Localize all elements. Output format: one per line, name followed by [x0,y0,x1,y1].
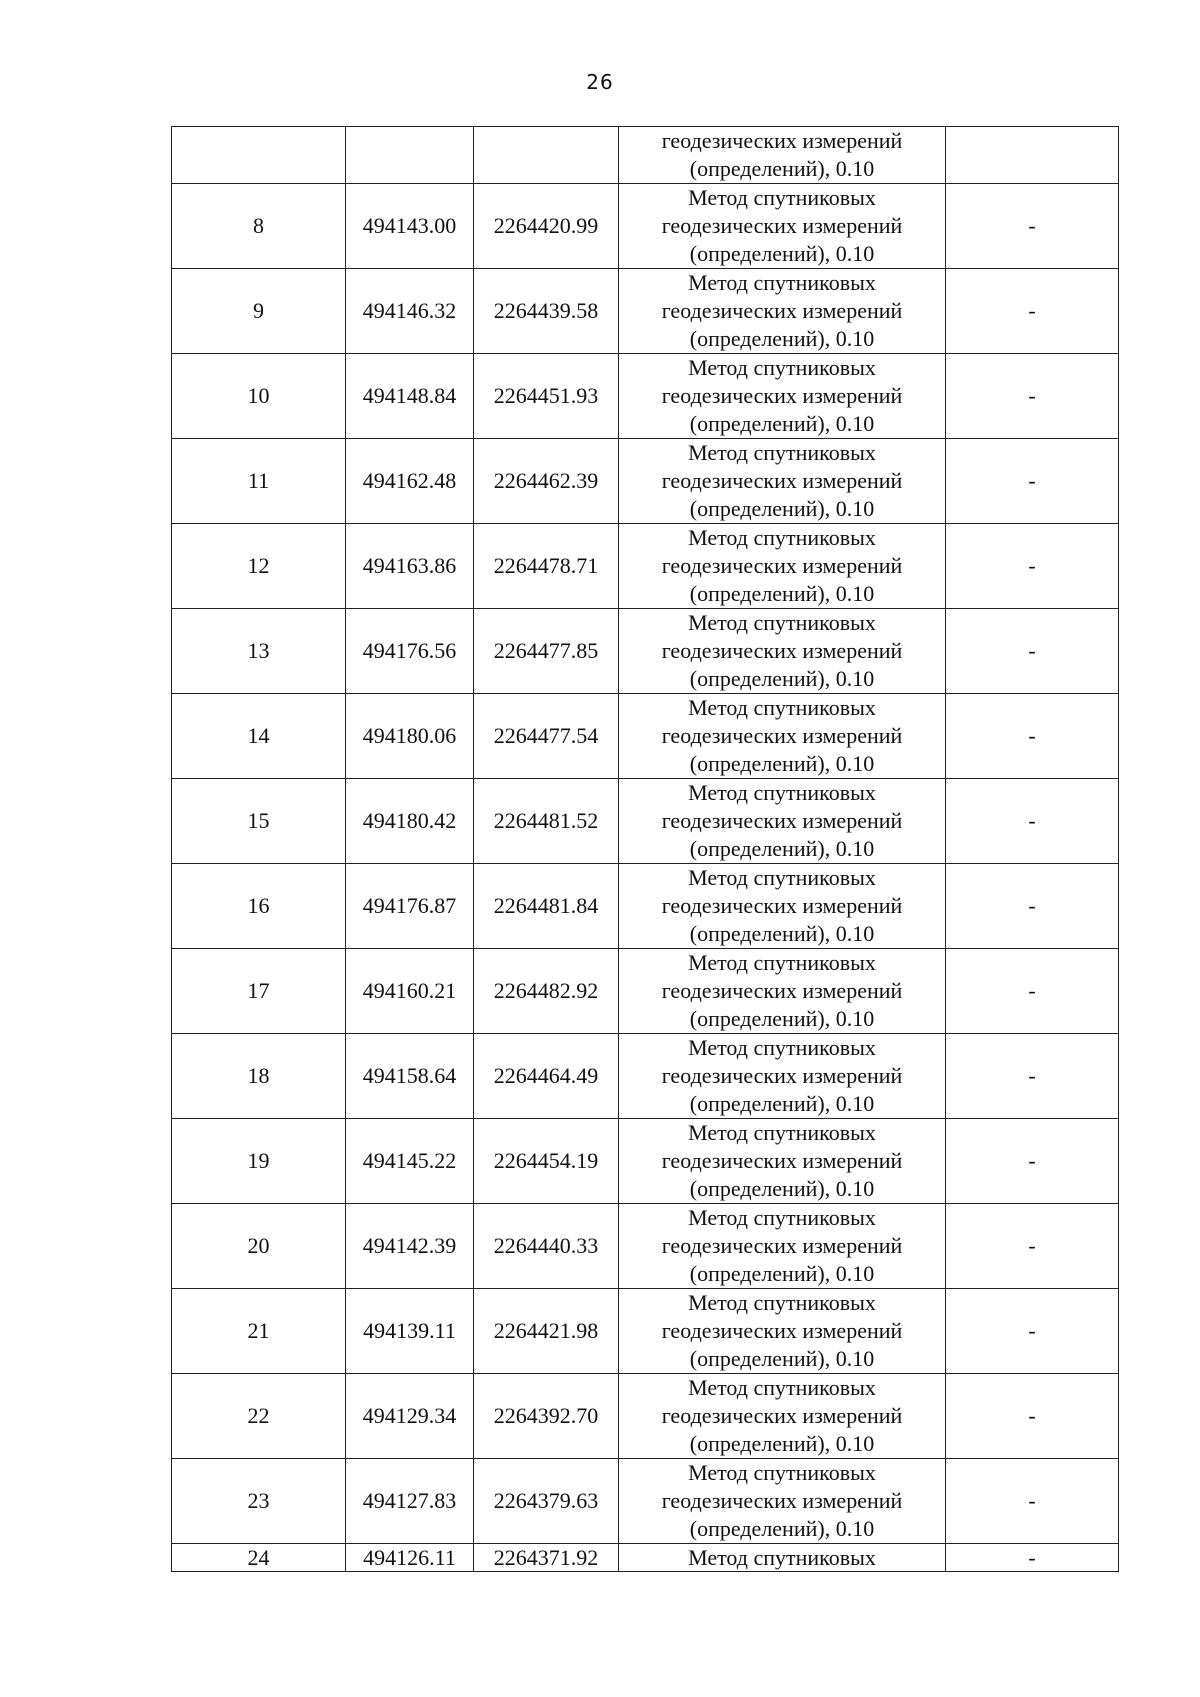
method-line: (определений), 0.10 [689,1431,875,1456]
method-line: (определений), 0.10 [689,1346,875,1371]
method-cell [619,354,946,439]
point-number-cell: 23 [172,1459,346,1544]
method-line: (определений), 0.10 [689,1091,875,1116]
table-row [172,694,1119,779]
page-number: 26 [586,70,614,94]
point-number-cell [172,127,346,184]
x-coordinate-cell [346,127,474,184]
table-row [172,1034,1119,1119]
note-cell: - [946,439,1119,524]
y-coordinate-cell: 2264392.70 [474,1374,619,1459]
method-line: геодезических измерений [661,1148,903,1173]
table-row [172,269,1119,354]
method-cell [619,524,946,609]
point-number-cell: 11 [172,439,346,524]
x-coordinate-cell: 494148.84 [346,354,474,439]
table-row [172,439,1119,524]
method-line: (определений), 0.10 [689,241,875,266]
x-coordinate-cell: 494176.87 [346,864,474,949]
table-row [172,1374,1119,1459]
note-cell: - [946,694,1119,779]
method-line: (определений), 0.10 [689,1176,875,1201]
method-line: геодезических измерений [661,638,903,663]
point-number-cell: 24 [172,1544,346,1572]
method-line: (определений), 0.10 [689,1261,875,1286]
point-number-cell: 15 [172,779,346,864]
x-coordinate-cell: 494143.00 [346,184,474,269]
method-line: геодезических измерений [661,298,903,323]
y-coordinate-cell: 2264451.93 [474,354,619,439]
y-coordinate-cell: 2264421.98 [474,1289,619,1374]
y-coordinate-cell: 2264481.52 [474,779,619,864]
y-coordinate-cell: 2264464.49 [474,1034,619,1119]
method-cell [619,269,946,354]
x-coordinate-cell: 494142.39 [346,1204,474,1289]
x-coordinate-cell: 494180.42 [346,779,474,864]
method-line: Метод спутниковых [688,1120,876,1145]
method-line: (определений), 0.10 [689,496,875,521]
y-coordinate-cell: 2264379.63 [474,1459,619,1544]
note-cell: - [946,779,1119,864]
method-line: геодезических измерений [661,128,903,153]
method-line: (определений), 0.10 [689,836,875,861]
continuation-row [172,127,1119,184]
method-line: геодезических измерений [661,1318,903,1343]
x-coordinate-cell: 494163.86 [346,524,474,609]
note-cell: - [946,864,1119,949]
note-cell: - [946,1204,1119,1289]
method-cell [619,609,946,694]
x-coordinate-cell: 494162.48 [346,439,474,524]
method-cell [619,864,946,949]
method-line: Метод спутниковых [688,440,876,465]
method-line: (определений), 0.10 [689,1006,875,1031]
point-number-cell: 13 [172,609,346,694]
method-cell [619,127,946,184]
method-line: геодезических измерений [661,553,903,578]
method-line: (определений), 0.10 [689,666,875,691]
note-cell: - [946,1034,1119,1119]
y-coordinate-cell: 2264462.39 [474,439,619,524]
table-row [172,1204,1119,1289]
table-row [172,779,1119,864]
coordinates-table [171,126,1119,1572]
method-line: Метод спутниковых [688,1544,876,1570]
method-cell [619,1119,946,1204]
method-line: геодезических измерений [661,978,903,1003]
method-cell [619,1289,946,1374]
point-number-cell: 9 [172,269,346,354]
point-number-cell: 16 [172,864,346,949]
method-line: (определений), 0.10 [689,326,875,351]
y-coordinate-cell: 2264371.92 [474,1544,619,1572]
method-cell [619,439,946,524]
x-coordinate-cell: 494139.11 [346,1289,474,1374]
method-cell [619,1459,946,1544]
method-line: Метод спутниковых [688,355,876,380]
method-line: Метод спутниковых [688,1375,876,1400]
point-number-cell: 8 [172,184,346,269]
y-coordinate-cell: 2264481.84 [474,864,619,949]
table-row [172,864,1119,949]
method-cell [619,1544,946,1572]
note-cell: - [946,1119,1119,1204]
method-line: геодезических измерений [661,893,903,918]
x-coordinate-cell: 494126.11 [346,1544,474,1572]
table-row [172,1119,1119,1204]
method-line: Метод спутниковых [688,1035,876,1060]
y-coordinate-cell: 2264454.19 [474,1119,619,1204]
point-number-cell: 12 [172,524,346,609]
table-row [172,524,1119,609]
y-coordinate-cell [474,127,619,184]
method-line: геодезических измерений [661,1063,903,1088]
table-row [172,184,1119,269]
x-coordinate-cell: 494127.83 [346,1459,474,1544]
point-number-cell: 10 [172,354,346,439]
method-line: Метод спутниковых [688,610,876,635]
method-line: Метод спутниковых [688,1290,876,1315]
method-cell [619,1374,946,1459]
method-line: (определений), 0.10 [689,1516,875,1541]
y-coordinate-cell: 2264440.33 [474,1204,619,1289]
method-cell [619,949,946,1034]
table-row [172,949,1119,1034]
method-line: геодезических измерений [661,1403,903,1428]
method-line: (определений), 0.10 [689,751,875,776]
x-coordinate-cell: 494146.32 [346,269,474,354]
point-number-cell: 19 [172,1119,346,1204]
note-cell: - [946,1544,1119,1572]
method-line: геодезических измерений [661,383,903,408]
y-coordinate-cell: 2264439.58 [474,269,619,354]
point-number-cell: 18 [172,1034,346,1119]
method-line: геодезических измерений [661,213,903,238]
method-line: Метод спутниковых [688,695,876,720]
method-line: Метод спутниковых [688,1460,876,1485]
point-number-cell: 14 [172,694,346,779]
note-cell: - [946,1374,1119,1459]
table-row [172,1544,1119,1572]
method-cell [619,694,946,779]
method-line: Метод спутниковых [688,525,876,550]
method-cell [619,1034,946,1119]
method-line: геодезических измерений [661,808,903,833]
method-line: Метод спутниковых [688,1205,876,1230]
method-line: Метод спутниковых [688,865,876,890]
point-number-cell: 20 [172,1204,346,1289]
method-line: Метод спутниковых [688,780,876,805]
table-row [172,354,1119,439]
x-coordinate-cell: 494176.56 [346,609,474,694]
y-coordinate-cell: 2264477.85 [474,609,619,694]
point-number-cell: 17 [172,949,346,1034]
method-line: (определений), 0.10 [689,411,875,436]
note-cell: - [946,184,1119,269]
method-cell [619,184,946,269]
x-coordinate-cell: 494145.22 [346,1119,474,1204]
y-coordinate-cell: 2264482.92 [474,949,619,1034]
y-coordinate-cell: 2264478.71 [474,524,619,609]
note-cell [946,127,1119,184]
method-line: Метод спутниковых [688,185,876,210]
method-line: Метод спутниковых [688,270,876,295]
y-coordinate-cell: 2264477.54 [474,694,619,779]
table-row [172,1459,1119,1544]
method-cell [619,1204,946,1289]
method-line: геодезических измерений [661,723,903,748]
y-coordinate-cell: 2264420.99 [474,184,619,269]
note-cell: - [946,609,1119,694]
method-line: (определений), 0.10 [689,921,875,946]
method-line: Метод спутниковых [688,950,876,975]
x-coordinate-cell: 494180.06 [346,694,474,779]
x-coordinate-cell: 494129.34 [346,1374,474,1459]
note-cell: - [946,269,1119,354]
x-coordinate-cell: 494158.64 [346,1034,474,1119]
table-row [172,609,1119,694]
note-cell: - [946,524,1119,609]
x-coordinate-cell: 494160.21 [346,949,474,1034]
point-number-cell: 22 [172,1374,346,1459]
method-cell [619,779,946,864]
note-cell: - [946,949,1119,1034]
coordinates-table-body [172,127,1119,1572]
method-line: (определений), 0.10 [689,581,875,606]
note-cell: - [946,1289,1119,1374]
method-line: (определений), 0.10 [689,156,875,181]
table-row [172,1289,1119,1374]
method-line: геодезических измерений [661,1233,903,1258]
point-number-cell: 21 [172,1289,346,1374]
method-line: геодезических измерений [661,1488,903,1513]
method-line: геодезических измерений [661,468,903,493]
note-cell: - [946,354,1119,439]
note-cell: - [946,1459,1119,1544]
